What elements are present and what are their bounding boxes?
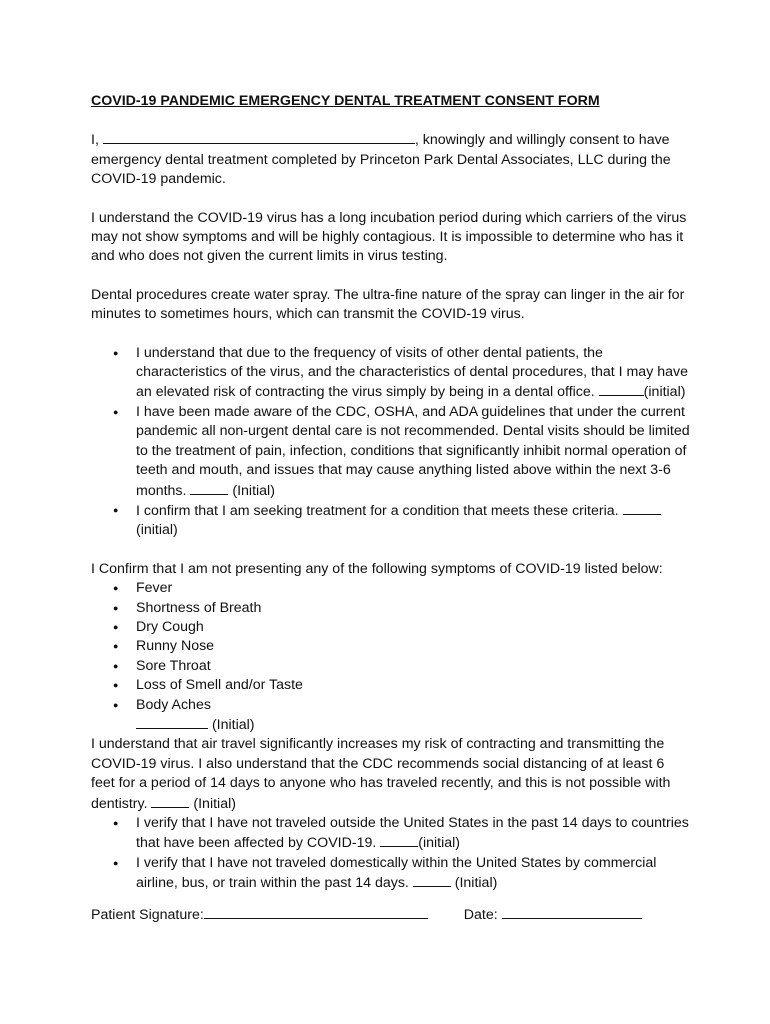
initial-label: (initial) [643,384,686,401]
initial-label: (Initial) [189,795,236,812]
form-title: COVID-19 PANDEMIC EMERGENCY DENTAL TREATMENT CONSENT FORM [91,93,600,109]
intro-text: , knowingly and willingly consent to have emergency dental treatment completed by Princeton Park Dental Associates, LLC during the COVID-19 pandemic. [91,132,671,188]
acknowledgement-list [91,344,690,541]
symptom-item: ● Loss of Smell and/or Taste [136,676,690,695]
date-blank[interactable] [502,905,642,919]
acknowledgement-text: I confirm that I am seeking treatment for a condition that meets these criteria. [136,502,623,519]
initial-label: (Initial) [450,875,498,892]
acknowledgement-text: I have been made aware of the CDC, OSHA, and ADA guidelines that under the current pandemic all non-urgent dental care is not recommended. Dental visits should be limited to the treatment of pain, infection, conditions that significantly inhibit normal operation of teeth and mouth, and issues that may cause anything listed above within the next 3-6 months. [136,403,690,499]
date-label: Date: [463,907,502,923]
symptom-item: ● Runny Nose [136,637,690,656]
acknowledgement-item [136,344,690,403]
spray-paragraph: Dental procedures create water spray. The ultra-fine nature of the spray can linger in the air for minutes to sometimes hours, which can transmit the COVID-19 virus. [91,286,685,323]
signature-label: Patient Signature: [91,907,204,923]
symptoms-initial-line [91,715,690,735]
initial-label: (initial) [136,522,178,539]
initial-label: (initial) [418,835,461,852]
signature-row [91,905,642,925]
symptom-item: ● Sore Throat [136,657,690,676]
symptom-item: ● Body Aches [136,696,690,715]
incubation-paragraph: I understand the COVID-19 virus has a long incubation period during which carriers of the virus may not show symptoms and will be highly contagious. It is impossible to determine who has it and who does not given the current limits in virus testing. [91,209,687,265]
initial-blank[interactable] [599,382,644,396]
travel-item [136,854,690,894]
symptoms-intro: I Confirm that I am not presenting any of the following symptoms of COVID-19 listed below: [91,560,663,577]
patient-name-blank[interactable] [103,130,415,144]
symptom-item: ● Fever [136,579,690,598]
initial-label: (Initial) [208,716,255,733]
symptom-item: ● Dry Cough [136,618,690,637]
signature-blank[interactable] [204,905,428,919]
intro-prefix: I, [91,132,99,149]
initial-blank[interactable] [190,481,228,495]
acknowledgement-item [136,403,690,501]
travel-list [91,814,690,894]
travel-item-text: I verify that I have not traveled domestically within the United States by commercial airline, bus, or train within the past 14 days. [136,854,657,892]
initial-blank[interactable] [623,501,661,515]
initial-blank[interactable] [413,873,451,887]
initial-blank[interactable] [136,715,208,729]
travel-item-text: I verify that I have not traveled outside the United States in the past 14 days to countries that have been affected by COVID-19. [136,815,689,852]
initial-label: (Initial) [228,482,275,499]
symptom-item: ● Shortness of Breath [136,599,690,618]
initial-blank[interactable] [380,833,418,847]
travel-paragraph [91,735,690,814]
symptom-list [91,579,690,715]
initial-blank[interactable] [151,794,189,808]
acknowledgement-text: I understand that due to the frequency of visits of other dental patients, the characteristics of the virus, and the characteristics of dental procedures, that I may have an elevated risk of contracting the virus simply by being in a dental office. [136,344,689,401]
travel-text: I understand that air travel significantly increases my risk of contracting and transmitting the COVID-19 virus. I also understand that the CDC recommends social distancing of at least 6 feet for a period of 14 days to anyone who has traveled recently, and this is not possible with dentistry. [91,736,671,812]
travel-item [136,814,690,854]
intro-paragraph [91,130,690,189]
acknowledgement-item [136,501,690,541]
